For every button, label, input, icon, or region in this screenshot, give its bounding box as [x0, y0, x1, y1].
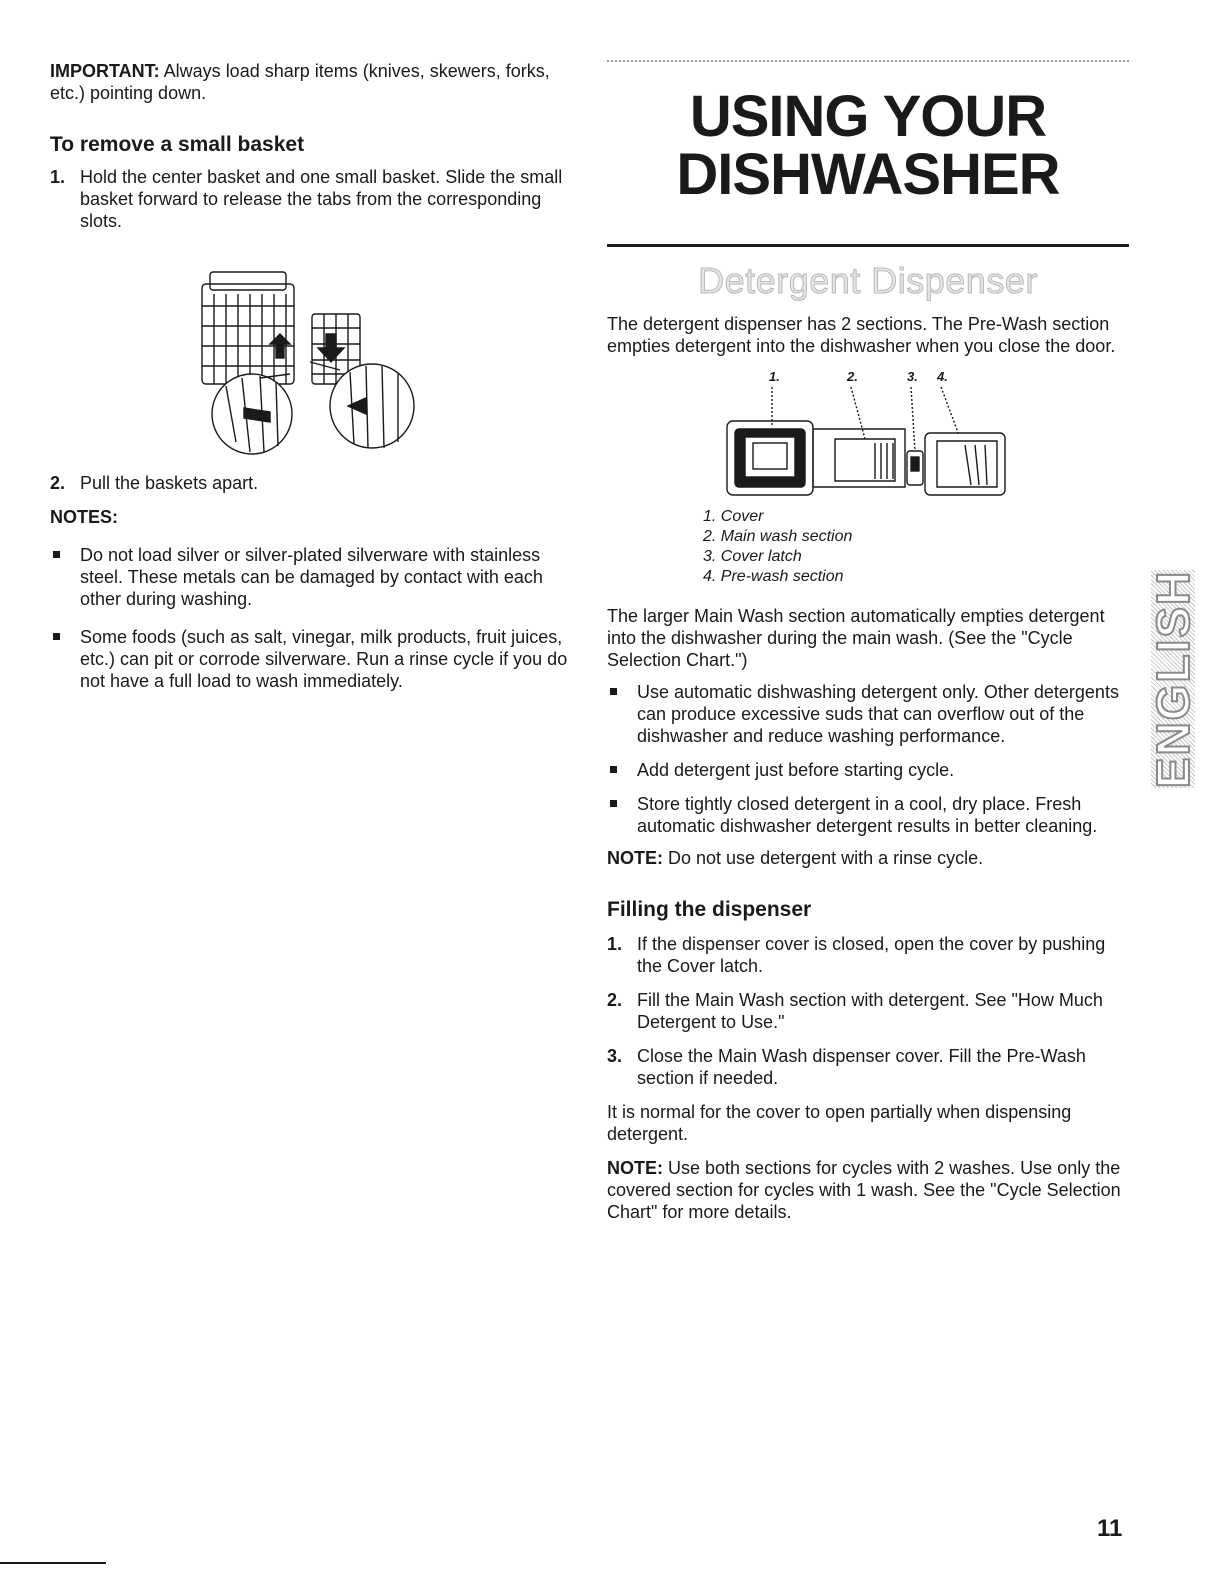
bullet-square-icon [610, 800, 617, 807]
dispenser-diagram [715, 369, 1015, 501]
bullet-square-icon [53, 551, 60, 558]
diagram-legend [703, 507, 1129, 587]
step-text: Close the Main Wash dispenser cover. Fill the Pre-Wash section if needed. [637, 1046, 1086, 1088]
note-item [50, 544, 575, 610]
note-text: Do not load silver or silver-plated silverware with stainless steel. These metals can be damaged by contact with each other during washing. [80, 545, 543, 609]
step-number: 2. [607, 990, 623, 1010]
notes-heading: NOTES: [50, 507, 119, 527]
remove-steps-list [50, 166, 575, 232]
step-text: Pull the baskets apart. [80, 473, 259, 493]
legend-item: 3. Cover latch [703, 548, 802, 565]
step-number: 1. [607, 934, 623, 954]
remove-step-1 [50, 166, 575, 232]
note-cycles [607, 1157, 1129, 1223]
remove-steps-list-cont [50, 472, 575, 494]
note-label: NOTE: [607, 848, 663, 868]
language-tab-label: ENGLISH [1147, 569, 1199, 789]
note-rinse [607, 847, 1129, 869]
callout-4: 4. [937, 369, 948, 384]
note-label: NOTE: [607, 1158, 663, 1178]
section-title: Detergent Dispenser [698, 260, 1038, 301]
bullet-square-icon [53, 633, 60, 640]
note-text: Use both sections for cycles with 2 washes. Use only the covered section for cycles with 1 wash. See the "Cycle Selection Chart" for more details. [607, 1158, 1121, 1222]
main-wash-paragraph: The larger Main Wash section automatically empties detergent into the dishwasher during the main wash. (See the "Cycle Selection Chart.") [607, 606, 1105, 670]
bullet-square-icon [610, 688, 617, 695]
note-text: Some foods (such as salt, vinegar, milk products, fruit juices, etc.) can pit or corrode silverware. Run a rinse cycle if you do not have a full load to wash immediately. [80, 627, 568, 691]
title-rule [607, 244, 1129, 247]
remove-step-2 [50, 472, 575, 494]
legend-item: 4. Pre-wash section [703, 568, 844, 585]
step-text: If the dispenser cover is closed, open the cover by pushing the Cover latch. [637, 934, 1106, 976]
step-number: 1. [50, 167, 66, 187]
page-number: 11 [1097, 1515, 1123, 1542]
step-number: 2. [50, 473, 66, 493]
intro-paragraph: The detergent dispenser has 2 sections. The Pre-Wash section empties detergent into the dishwasher when you close the door. [607, 314, 1116, 356]
chapter-title-line-2: DISHWASHER [676, 142, 1060, 207]
step-text: Hold the center basket and one small basket. Slide the small basket forward to release the tabs from the corresponding slots. [80, 167, 563, 231]
remove-basket-heading: To remove a small basket [50, 133, 305, 156]
legend-item: 1. Cover [703, 508, 764, 525]
basket-illustration [190, 266, 420, 456]
important-paragraph [50, 60, 575, 104]
step-text: Fill the Main Wash section with detergent. See "How Much Detergent to Use." [637, 990, 1103, 1032]
important-text: Always load sharp items (knives, skewers, forks, etc.) pointing down. [50, 61, 550, 103]
tip-text: Add detergent just before starting cycle. [637, 760, 955, 780]
notes-list [50, 544, 575, 692]
tip-text: Store tightly closed detergent in a cool, dry place. Fresh automatic dishwasher detergent results in better cleaning. [637, 794, 1098, 836]
callout-1: 1. [769, 369, 780, 384]
tip-item [607, 793, 1129, 837]
top-dotted-rule [607, 60, 1129, 66]
chapter-title [607, 84, 1129, 207]
callout-2: 2. [847, 369, 858, 384]
callout-3: 3. [907, 369, 918, 384]
detergent-tips-list [607, 681, 1129, 837]
normal-paragraph: It is normal for the cover to open partially when dispensing detergent. [607, 1102, 1072, 1144]
note-item [50, 626, 575, 692]
dispenser-illustration [715, 369, 1015, 501]
filling-step [607, 1045, 1129, 1089]
filling-step [607, 989, 1129, 1033]
filling-step [607, 933, 1129, 977]
step-number: 3. [607, 1046, 623, 1066]
bullet-square-icon [610, 766, 617, 773]
legend-item: 2. Main wash section [703, 528, 853, 545]
language-side-tab [1147, 569, 1199, 789]
tip-item [607, 681, 1129, 747]
tip-text: Use automatic dishwashing detergent only. Other detergents can produce excessive suds that can overflow out of the dishwasher and reduce washing performance. [637, 682, 1119, 746]
filling-steps-list [607, 933, 1129, 1089]
filling-heading: Filling the dispenser [607, 898, 812, 921]
chapter-title-line-1: USING YOUR [689, 84, 1047, 149]
tip-item [607, 759, 1129, 781]
note-text: Do not use detergent with a rinse cycle. [668, 848, 984, 868]
left-column [50, 60, 575, 692]
right-column [607, 60, 1129, 1223]
basket-removal-illustration [190, 266, 420, 456]
footer-rule [0, 1562, 106, 1564]
important-label: IMPORTANT: [50, 61, 160, 81]
